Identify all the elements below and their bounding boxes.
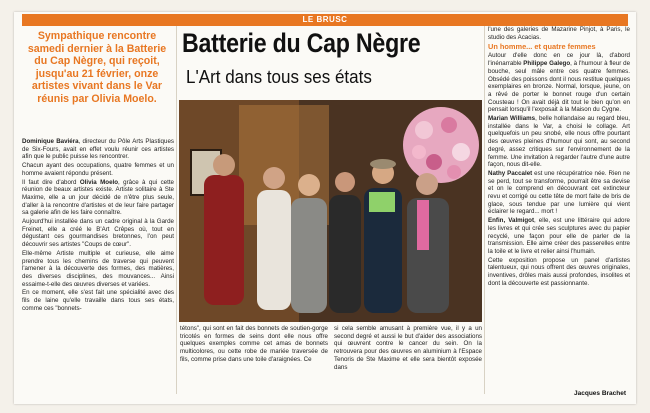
bottom-column-1: tétons", qui sont en fait des bonnets de soutien-gorge tricotés en formes de seins dont elle nous offre quelques exemples comme cet amas de bonnets multicolores, ou cette robe de mariée traversée de fils, comme prise dans une toile d'araignées. Ce: [180, 325, 328, 363]
newspaper-clipping: [14, 12, 636, 404]
paragraph-text: , elle, est une littéraire qui adore les livres et qui crée ses sculptures avec du papier recyclé, une façon pour elle de parler de la transmission. Elle aime créer des passerelles entre la toile et le livre et relier ainsi l'humain.: [488, 217, 630, 255]
right-paragraph-4: [488, 217, 630, 256]
section-rubric: LE BRUSC: [22, 14, 628, 26]
article-subtitle: L'Art dans tous ses états: [186, 66, 372, 87]
left-paragraph-5: [22, 250, 174, 289]
paragraph-text: , à l'humour à fleur de bouche, seul mâle entre ces quatre femmes. Obsédé des poissons dont il nous restitue quelques exemplaires en bronze. Normal, lorsque, jeune, on a rêvé de porter le bonnet rouge d'un certain Cousteau ! On avait déjà dit tout le bien qu'on en pensait lorsqu'il l'exposait à la Maison du Cygne.: [488, 60, 631, 114]
column-divider: [484, 26, 485, 394]
left-column: [22, 138, 174, 313]
paragraph-text: Aujourd'hui installée dans un cadre original à la Garde Freinet, elle a créé le B'Art Crêpes où, tout en dégustant ces gourmandises bretonnes, l'on peut découvrir ses artistes "Coups de cœur".: [22, 218, 174, 249]
article-title: Batterie du Cap Nègre: [182, 28, 421, 58]
column-divider: [176, 26, 177, 394]
paragraph-text: , directeur du Pôle Arts Plastiques de Six-Fours, avait en effet voulu réunir ces artistes afin que le public puisse les rencontrer.: [22, 138, 174, 161]
group-photo: [179, 100, 482, 322]
group-photo-illustration: [179, 100, 482, 322]
person-name: Olivia Moelo: [79, 178, 119, 186]
right-intro: l'une des galeries de Mazarine Pinjot, à Paris, le studio des Acacias.: [488, 26, 630, 41]
paragraph-text: Chacun ayant des occupations, quatre femmes et un homme avaient répondu présent.: [22, 162, 174, 177]
paragraph-text: est une récupératrice née. Rien ne se perd, tout se transforme, pourrait être sa devise et on le comprend en découvrant cet extincteur revu et corrigé ou cette tête de mort faite de bris de glace, sous tendue par une lumière qui vient éclairer le regard... mort !: [488, 169, 630, 216]
paragraph-text: En ce moment, elle s'est fait une spécialité avec des fils de laine qu'elle travaille dans tous ses états, comme ces "bonnets-: [22, 289, 174, 312]
author-signature: Jacques Brachet: [574, 390, 627, 397]
right-paragraph-3: [488, 170, 630, 216]
lead-paragraph: Sympathique rencontre samedi dernier à la Batterie du Cap Nègre, qui reçoit, jusqu'au 21 février, onze artistes vivant dans le Var réunis par Olivia Moelo.: [27, 30, 167, 105]
right-paragraph-1: [488, 52, 630, 114]
right-paragraph-2: [488, 115, 630, 169]
paragraph-text: Il faut dire d'abord: [22, 178, 80, 186]
right-column: [488, 26, 630, 289]
left-paragraph-3: [22, 179, 174, 218]
bottom-column-2: si cela semble amusant à première vue, il y a un second degré et aussi le but d'aider des associations qui œuvrent contre le cancer du sein. On la retrouvera pour des œuvres en aluminium à l'Espace Tenoris de Ste Maxime et elle sera bientôt exposée dans: [334, 325, 482, 371]
right-heading: Un homme... et quatre femmes: [488, 42, 596, 52]
right-paragraph-5: [488, 257, 630, 288]
person-name: Enfin, Valmigot: [488, 217, 535, 225]
person-name: Dominique Baviéra: [22, 138, 79, 145]
paragraph-text: , belle hollandaise au regard bleu, installée dans le Var, a choisi le collage. Art quelquefois un peu snobé, elle nous offre pourtant des œuvres pleines d'humour qui sont, au second degré, assez critiques sur l'environnement de la femme. Une invitation à regarder l'autre d'une autre façon, nous dit-elle.: [488, 115, 630, 169]
person-name: Nathy Paccalet: [488, 169, 533, 177]
left-paragraph-2: [22, 162, 174, 177]
paragraph-text: Cette exposition propose un panel d'artistes talentueux, qui nous offrent des œuvres originales, inventives, drôles mais aussi profondes, insolites et dont la découverte est passionnante.: [488, 256, 630, 287]
person-name: Philippe Galego: [523, 60, 571, 68]
paragraph-text: Autour d'elle donc en ce jour là, d'abord l'inénarrable: [488, 52, 630, 68]
left-paragraph-6: [22, 289, 174, 312]
paragraph-text: Elle-même Artiste multiple et curieuse, elle aime prendre tous les chemins de traverse qui peuvent l'amener à la découverte des formes, des matières, des diverses disciplines, des mouvances... Ainsi essaime-t-elle des œuvres diverses et variées.: [22, 249, 174, 288]
left-paragraph-1: [22, 138, 174, 161]
person-name: Marian Williams: [488, 115, 536, 123]
left-paragraph-4: [22, 218, 174, 249]
paragraph-text: , grâce à qui cette réunion de beaux artistes existe. Artiste solitaire à Ste Maxime, elle a un jour décidé de n'être plus seule, d'aller à la rencontre d'artistes et de leur faire partager sa galerie afin de les faire connaître.: [22, 178, 175, 217]
